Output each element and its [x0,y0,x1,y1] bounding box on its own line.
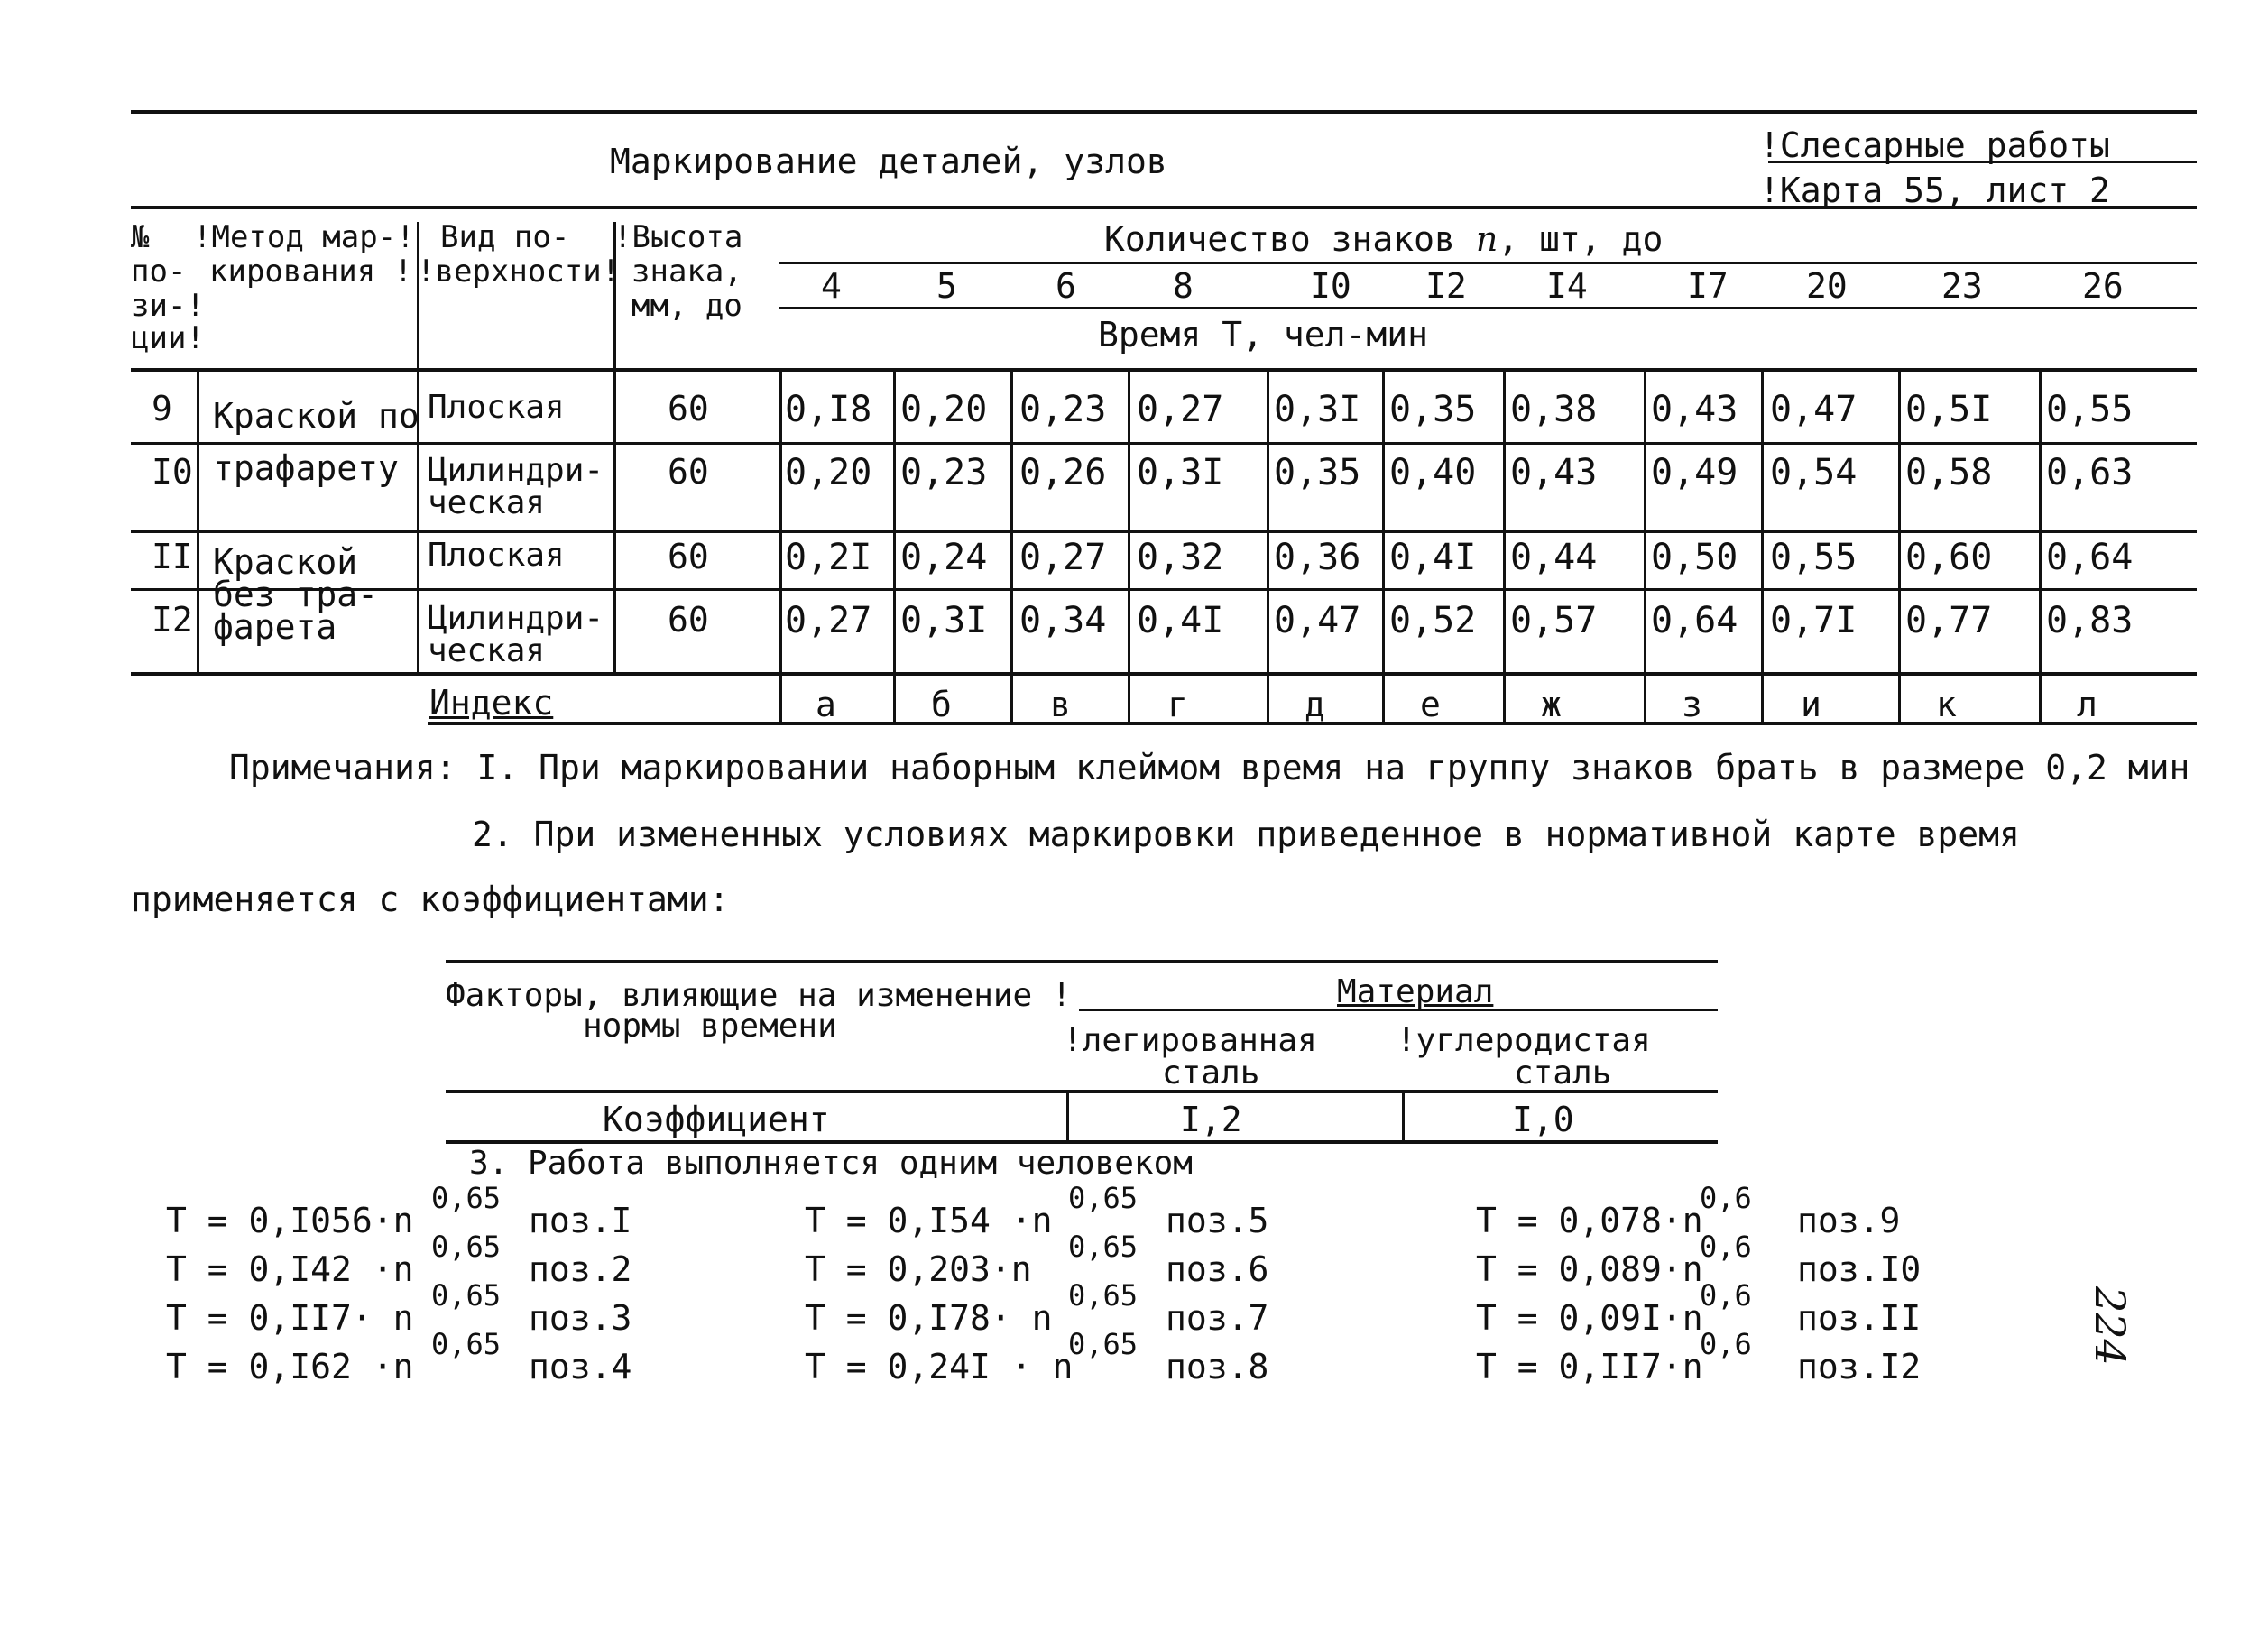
formula-pos: поз.I2 [1797,1347,1922,1387]
formula-lhs: Т = 0,I42 ·n [166,1249,414,1289]
formula-lhs: Т = 0,I78· n [805,1298,1053,1338]
row-height: 60 [668,600,709,640]
formula-lhs: Т = 0,09I·n [1476,1298,1703,1338]
time-cell: 0,63 [2046,452,2134,493]
row-surface: Плоская [428,537,565,574]
count-col-5: I0 [1310,266,1351,306]
time-cell: 0,3I [1274,389,1361,430]
col-pos-2: по- [131,253,187,290]
formula-lhs: Т = 0,II7·n [1476,1347,1703,1387]
note-3: 3. Работа выполняется одним человеком [469,1145,1193,1182]
time-header: Время Т, чел-мин [1097,315,1429,355]
method-group-1-line2: трафарету [213,448,399,488]
index-letter: з [1682,685,1702,724]
coef-factor-2: нормы времени [583,1008,837,1045]
formula-pos: поз.I [529,1201,632,1240]
count-col-1: 4 [821,266,842,306]
row-surface: Плоская [428,389,565,426]
time-cell: 0,32 [1137,537,1224,578]
time-cell: 0,50 [1651,537,1738,578]
formula-pos: поз.9 [1797,1201,1901,1240]
index-letter: ж [1541,685,1562,724]
count-header [1104,219,1664,259]
method-group-2-line1: Краской [213,542,358,582]
time-cell: 0,4I [1137,600,1224,641]
formula-pos: поз.II [1797,1298,1922,1338]
formula-pos: поз.4 [529,1347,632,1387]
col-method-1: !Метод мар-! [193,219,415,255]
count-col-11: 26 [2082,266,2124,306]
count-unit: , шт, до [1498,219,1664,259]
formula-lhs: Т = 0,I62 ·n [166,1347,414,1387]
formula-lhs: Т = 0,078·n [1476,1201,1703,1240]
row-height: 60 [668,452,709,492]
formula-lhs: Т = 0,I056·n [166,1201,414,1240]
col-pos-4: ции! [131,320,205,356]
col-method-2: кирования ! [209,253,413,290]
note-2a: 2. При измененных условиях маркировки приведенное в нормативной карте время [472,815,2020,854]
index-letter: в [1050,685,1071,724]
formula-pos: поз.5 [1166,1201,1269,1240]
formula-pos: поз.6 [1166,1249,1269,1289]
time-cell: 0,35 [1389,389,1477,430]
time-cell: 0,83 [2046,600,2134,641]
index-letter: д [1305,685,1325,724]
formula-pos: поз.7 [1166,1298,1269,1338]
count-col-2: 5 [936,266,957,306]
time-cell: 0,58 [1905,452,1993,493]
time-cell: 0,35 [1274,452,1361,493]
formula-lhs: Т = 0,II7· n [166,1298,414,1338]
count-col-3: 6 [1056,266,1076,306]
formula-exponent: 0,65 [431,1327,502,1361]
row-height: 60 [668,389,709,428]
coef-carbon-2: сталь [1514,1055,1612,1092]
formula-exponent: 0,65 [1068,1181,1139,1215]
time-cell: 0,27 [785,600,872,641]
time-cell: 0,52 [1389,600,1477,641]
row-pos: I2 [152,600,193,640]
formula-exponent: 0,65 [1068,1230,1139,1264]
count-col-9: 20 [1806,266,1848,306]
time-cell: 0,3I [1137,452,1224,493]
formula-exponent: 0,65 [431,1230,502,1264]
page-number: 224 [2086,1286,2134,1366]
time-cell: 0,24 [900,537,988,578]
time-cell: 0,49 [1651,452,1738,493]
col-height-3: мм, до [632,288,742,324]
coef-alloy-value: I,2 [1180,1100,1242,1139]
col-surface-1: Вид по- [440,219,570,255]
coef-material: Материал [1337,973,1494,1010]
formula-exponent: 0,6 [1700,1278,1752,1313]
row-pos: I0 [152,452,193,492]
formula-exponent: 0,6 [1700,1181,1752,1215]
row-height: 60 [668,537,709,576]
time-cell: 0,55 [1770,537,1858,578]
time-cell: 0,4I [1389,537,1477,578]
index-letter: и [1801,685,1821,724]
time-cell: 0,55 [2046,389,2134,430]
time-cell: 0,5I [1905,389,1993,430]
time-cell: 0,60 [1905,537,1993,578]
page-title: Маркирование деталей, узлов [610,142,1167,181]
formula-lhs: Т = 0,203·n [805,1249,1032,1289]
count-col-10: 23 [1941,266,1983,306]
time-cell: 0,26 [1019,452,1107,493]
time-cell: 0,47 [1274,600,1361,641]
time-cell: 0,20 [900,389,988,430]
index-letter: е [1420,685,1441,724]
formula-exponent: 0,65 [431,1278,502,1313]
time-cell: 0,44 [1510,537,1598,578]
time-cell: 0,23 [900,452,988,493]
col-surface-2: !верхности! [417,253,621,290]
formula-pos: поз.I0 [1797,1249,1922,1289]
formula-lhs: Т = 0,I54 ·n [805,1201,1053,1240]
time-cell: 0,64 [1651,600,1738,641]
formula-exponent: 0,65 [1068,1327,1139,1361]
section-title: !Слесарные работы [1759,125,2110,165]
index-letter: а [816,685,836,724]
time-cell: 0,7I [1770,600,1858,641]
time-cell: 0,27 [1137,389,1224,430]
row-surface: ческая [428,632,546,669]
formula-exponent: 0,6 [1700,1230,1752,1264]
method-group-1-line1: Краской по [213,396,419,436]
formula-exponent: 0,65 [1068,1278,1139,1313]
row-pos: 9 [152,389,172,428]
index-letter: б [931,685,952,724]
count-col-7: I4 [1546,266,1588,306]
formula-lhs: Т = 0,089·n [1476,1249,1703,1289]
time-cell: 0,47 [1770,389,1858,430]
time-cell: 0,34 [1019,600,1107,641]
note-2b: применяется с коэффициентами: [131,880,730,919]
formula-exponent: 0,6 [1700,1327,1752,1361]
row-surface: ческая [428,484,546,521]
index-letter: к [1936,685,1957,724]
time-cell: 0,38 [1510,389,1598,430]
time-cell: 0,36 [1274,537,1361,578]
count-col-4: 8 [1173,266,1194,306]
time-cell: 0,27 [1019,537,1107,578]
row-surface: Цилиндри- [428,600,604,637]
formula-pos: поз.2 [529,1249,632,1289]
count-col-8: I7 [1687,266,1729,306]
count-col-6: I2 [1425,266,1467,306]
method-group-2-line2: без тра- [213,575,379,614]
index-letter: л [2077,685,2097,724]
time-cell: 0,64 [2046,537,2134,578]
col-height-2: знака, [632,253,742,290]
coef-alloy-2: сталь [1162,1055,1260,1092]
index-label: Индекс [429,683,554,723]
formula-exponent: 0,65 [431,1181,502,1215]
method-group-2-line3: фарета [213,607,337,647]
col-height-1: !Высота [613,219,743,255]
time-cell: 0,23 [1019,389,1107,430]
formula-pos: поз.3 [529,1298,632,1338]
row-pos: II [152,537,193,576]
time-cell: 0,3I [900,600,988,641]
col-pos-1: № [131,219,150,255]
coef-factor-1: Факторы, влияющие на изменение ! [446,977,1072,1014]
coef-alloy-1: !легированная [1063,1022,1317,1059]
coef-carbon-value: I,0 [1512,1100,1574,1139]
card-label: !Карта 55, лист 2 [1759,170,2110,210]
time-cell: 0,57 [1510,600,1598,641]
col-pos-3: зи-! [131,288,205,324]
time-cell: 0,77 [1905,600,1993,641]
coef-row-label: Коэффициент [603,1100,830,1139]
formula-lhs: Т = 0,24I · n [805,1347,1074,1387]
note-1: Примечания: I. При маркировании наборным клеймом время на группу знаков брать в размере 0,2 мин [229,748,2190,788]
time-cell: 0,43 [1651,389,1738,430]
time-cell: 0,43 [1510,452,1598,493]
time-cell: 0,40 [1389,452,1477,493]
index-letter: г [1167,685,1188,724]
time-cell: 0,54 [1770,452,1858,493]
time-cell: 0,20 [785,452,872,493]
coef-carbon-1: !углеродистая [1397,1022,1651,1059]
count-var: n [1475,219,1498,259]
time-cell: 0,2I [785,537,872,578]
formula-pos: поз.8 [1166,1347,1269,1387]
time-cell: 0,I8 [785,389,872,430]
row-surface: Цилиндри- [428,452,604,489]
count-header-text: Количество знаков [1104,219,1455,259]
